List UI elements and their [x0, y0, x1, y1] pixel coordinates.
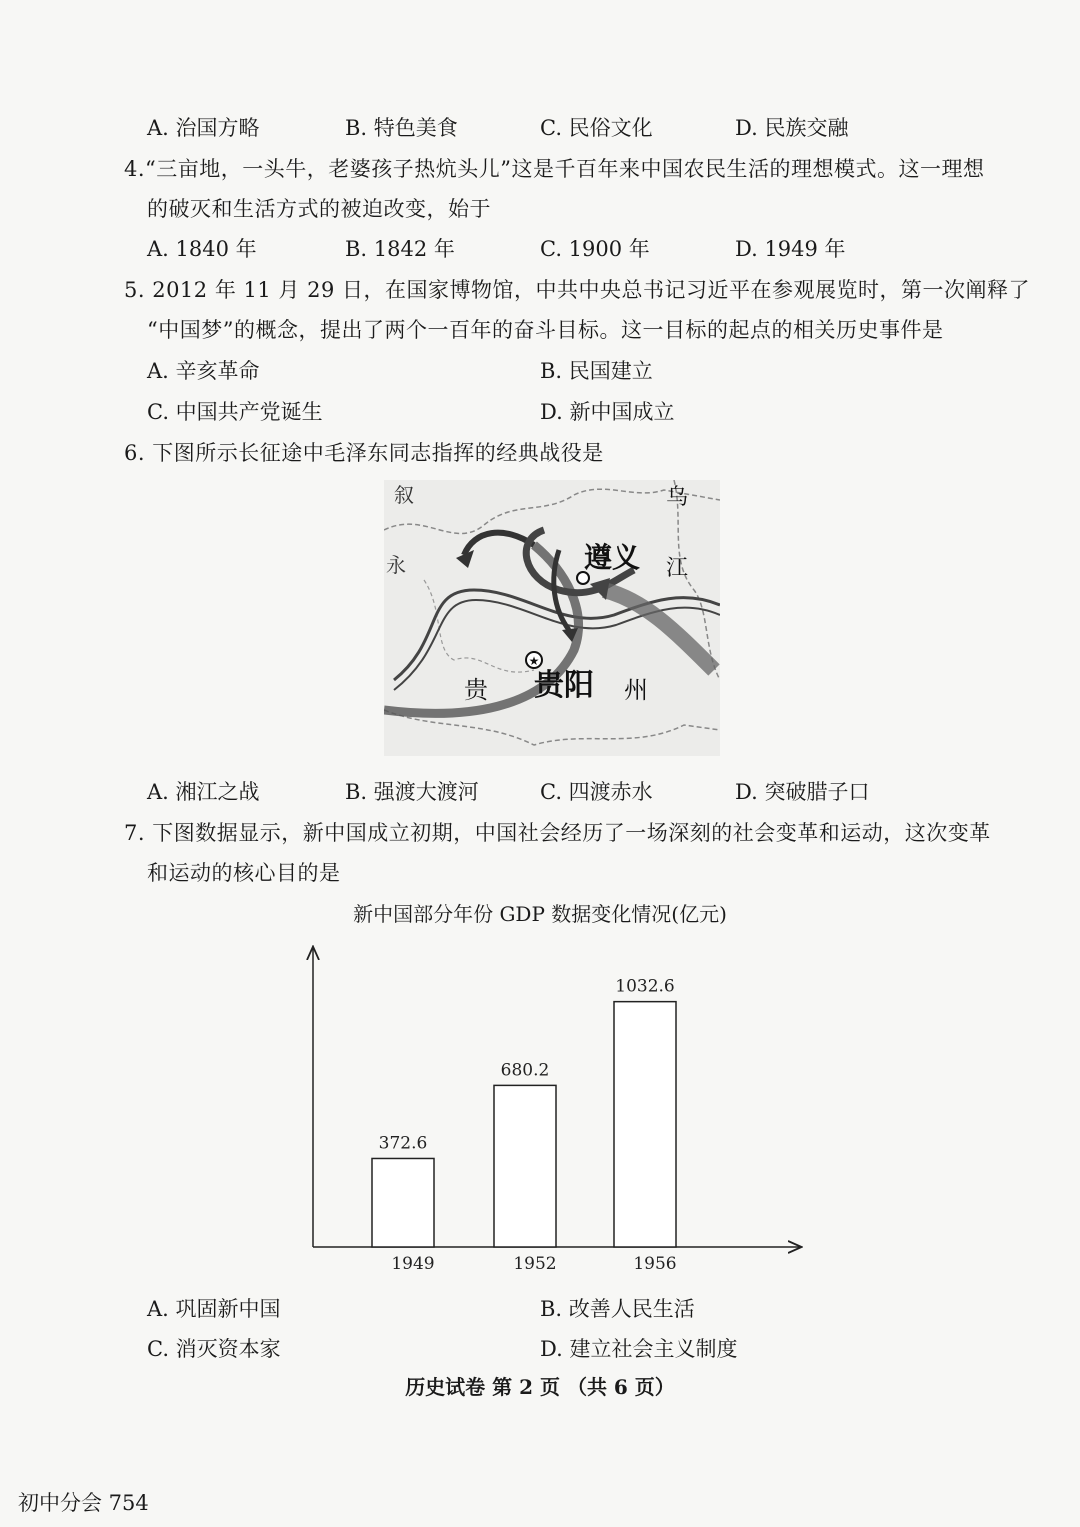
q5-option-d[interactable]: D. 新中国成立 — [540, 400, 675, 424]
q5-stem-line1: 5. 2012 年 11 月 29 日，在国家博物馆，中共中央总书记习近平在参观展览时，第一次阐释了 — [124, 278, 1030, 302]
map-label-wu: 乌 — [666, 485, 689, 510]
q7-stem-line1: 7. 下图数据显示，新中国成立初期，中国社会经历了一场深刻的社会变革和运动，这次变革 — [124, 821, 991, 845]
q5-option-a[interactable]: A. 辛亥革命 — [147, 359, 260, 383]
q5-option-b[interactable]: B. 民国建立 — [540, 359, 653, 383]
q3-option-d[interactable]: D. 民族交融 — [735, 116, 849, 140]
gdp-bar-chart — [0, 930, 1080, 1280]
data-label-1956: 1032.6 — [615, 976, 675, 997]
q6-option-d[interactable]: D. 突破腊子口 — [735, 780, 870, 804]
map-label-xu: 叙 — [394, 483, 414, 507]
data-label-1949: 372.6 — [378, 1133, 428, 1154]
q3-option-c[interactable]: C. 民俗文化 — [540, 116, 653, 140]
q4-stem-line2: 的破灭和生活方式的被迫改变，始于 — [147, 197, 491, 221]
long-march-map-svg — [384, 480, 720, 756]
map-label-zunyi: 遵义 — [584, 541, 641, 574]
q4-option-a[interactable]: A. 1840 年 — [147, 237, 257, 261]
q7-option-a[interactable]: A. 巩固新中国 — [147, 1297, 281, 1321]
q3-option-b[interactable]: B. 特色美食 — [345, 116, 458, 140]
q6-option-a[interactable]: A. 湘江之战 — [147, 780, 260, 804]
q4-option-b[interactable]: B. 1842 年 — [345, 237, 455, 261]
q6-option-c[interactable]: C. 四渡赤水 — [540, 780, 653, 804]
q3-option-a[interactable]: A. 治国方略 — [147, 116, 260, 140]
q4-stem-line1: 4.“三亩地，一头牛，老婆孩子热炕头儿”这是千百年来中国农民生活的理想模式。这一理想 — [124, 157, 985, 181]
chart-title: 新中国部分年份 GDP 数据变化情况(亿元) — [353, 902, 727, 926]
map-label-gui: 贵 — [464, 676, 488, 704]
x-tick-label-1952: 1952 — [513, 1254, 557, 1274]
bar-1949 — [372, 1158, 434, 1247]
map-label-wei: 永 — [386, 553, 406, 577]
x-tick-label-1949: 1949 — [391, 1254, 435, 1274]
capital-star-icon: ★ — [528, 654, 540, 668]
data-label-1952: 680.2 — [500, 1060, 550, 1081]
q7-option-d[interactable]: D. 建立社会主义制度 — [540, 1337, 738, 1361]
q6-stem: 6. 下图所示长征途中毛泽东同志指挥的经典战役是 — [124, 441, 604, 465]
q6-option-b[interactable]: B. 强渡大渡河 — [345, 780, 479, 804]
q7-option-b[interactable]: B. 改善人民生活 — [540, 1297, 695, 1321]
q5-stem-line2: “中国梦”的概念，提出了两个一百年的奋斗目标。这一目标的起点的相关历史事件是 — [147, 318, 944, 342]
long-march-map — [384, 480, 720, 756]
q5-option-c[interactable]: C. 中国共产党诞生 — [147, 400, 323, 424]
corner-label: 初中分会 754 — [18, 1491, 149, 1515]
q7-option-c[interactable]: C. 消灭资本家 — [147, 1337, 281, 1361]
bar-1956 — [614, 1002, 676, 1247]
map-label-zhou: 州 — [624, 676, 648, 704]
q4-option-c[interactable]: C. 1900 年 — [540, 237, 650, 261]
bar-1952 — [494, 1085, 556, 1247]
x-tick-label-1956: 1956 — [633, 1254, 677, 1274]
q4-option-d[interactable]: D. 1949 年 — [735, 237, 846, 261]
map-label-guiyang: 贵阳 — [534, 668, 594, 703]
map-label-jiang: 江 — [666, 556, 689, 581]
page-footer: 历史试卷 第 2 页 （共 6 页） — [405, 1375, 675, 1399]
q7-stem-line2: 和运动的核心目的是 — [147, 861, 341, 885]
